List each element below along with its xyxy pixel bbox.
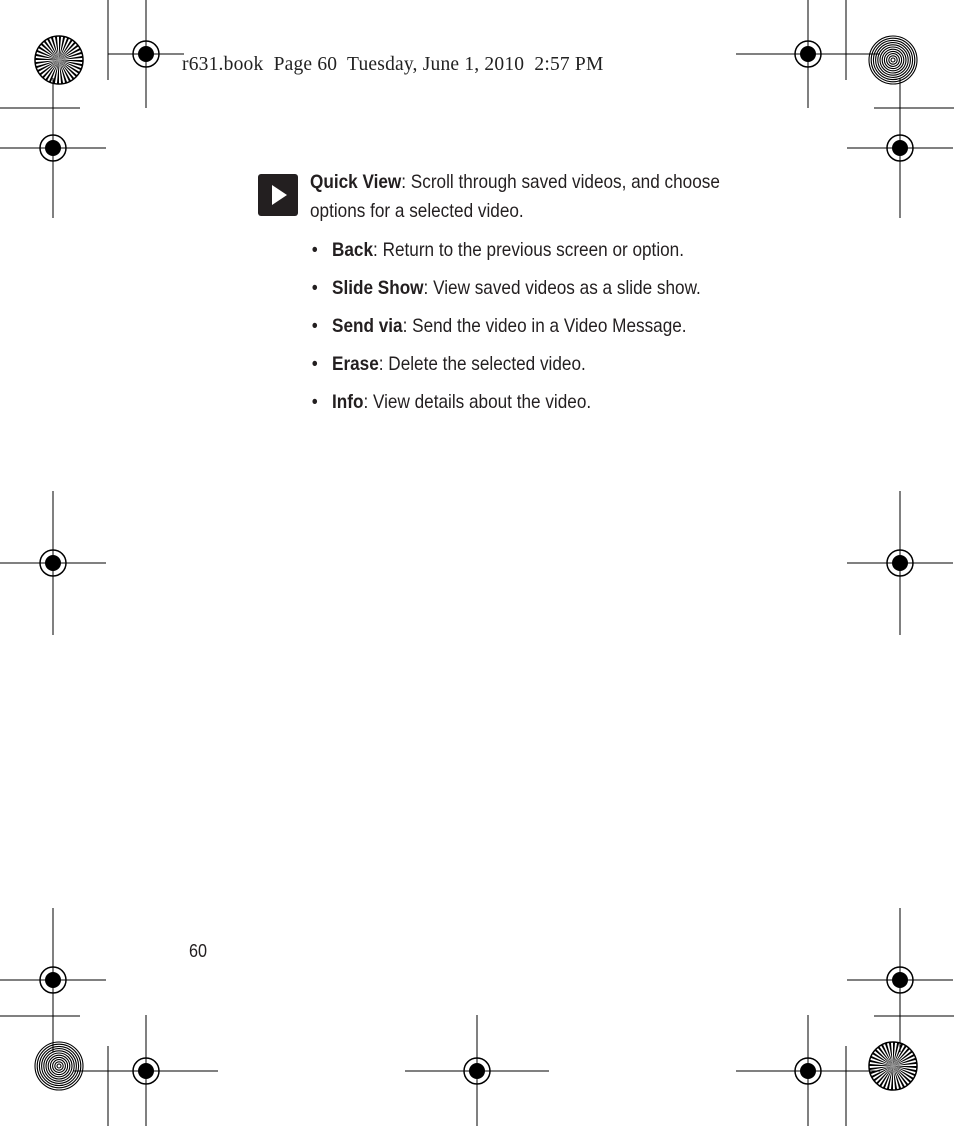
bullet: • — [311, 277, 318, 299]
bullet: • — [311, 315, 318, 337]
play-right-icon — [258, 174, 298, 216]
registration-target-icon — [736, 0, 880, 108]
option-term: Slide Show — [332, 277, 424, 299]
option-text: Send the video in a Video Message. — [412, 315, 687, 337]
page-number: 60 — [189, 941, 208, 961]
option-separator: : — [423, 277, 434, 299]
starburst-mark-icon — [869, 1042, 917, 1090]
registration-target-icon — [847, 491, 953, 635]
list-item — [310, 274, 715, 303]
registration-target-icon — [74, 1015, 218, 1126]
quick-view-text: Scroll through saved videos, and choose options for a selected video. — [310, 171, 720, 222]
quick-view-separator: : — [401, 171, 411, 193]
option-list — [310, 236, 715, 417]
registration-target-icon — [405, 1015, 549, 1126]
main-content — [310, 168, 720, 426]
option-text: Delete the selected video. — [388, 353, 586, 375]
list-item — [310, 236, 715, 265]
concentric-ring-mark-icon — [869, 36, 917, 84]
list-item — [310, 388, 715, 417]
option-text: Return to the previous screen or option. — [382, 239, 684, 261]
option-text: View details about the video. — [372, 391, 592, 413]
concentric-ring-mark-icon — [35, 1042, 83, 1090]
registration-target-icon — [0, 908, 106, 1052]
option-text: View saved videos as a slide show. — [433, 277, 701, 299]
option-separator: : — [378, 353, 389, 375]
starburst-mark-icon — [35, 36, 83, 84]
bullet: • — [311, 353, 318, 375]
quick-view-description — [310, 168, 768, 226]
list-item — [310, 350, 715, 379]
bullet: • — [311, 391, 318, 413]
registration-target-icon — [0, 491, 106, 635]
option-term: Send via — [332, 315, 403, 337]
registration-target-icon — [736, 1015, 880, 1126]
list-item — [310, 312, 715, 341]
print-slug: r631.book Page 60 Tuesday, June 1, 2010 2:57 PM — [182, 54, 604, 75]
option-term: Info — [332, 391, 364, 413]
option-term: Erase — [332, 353, 379, 375]
option-separator: : — [402, 315, 413, 337]
registration-target-icon — [108, 0, 184, 108]
option-separator: : — [373, 239, 383, 261]
quick-view-term: Quick View — [310, 171, 402, 193]
registration-target-icon — [847, 908, 953, 1052]
registration-target-icon — [0, 78, 106, 218]
bullet: • — [311, 239, 318, 261]
registration-target-icon — [847, 78, 953, 218]
option-term: Back — [332, 239, 374, 261]
option-separator: : — [363, 391, 373, 413]
